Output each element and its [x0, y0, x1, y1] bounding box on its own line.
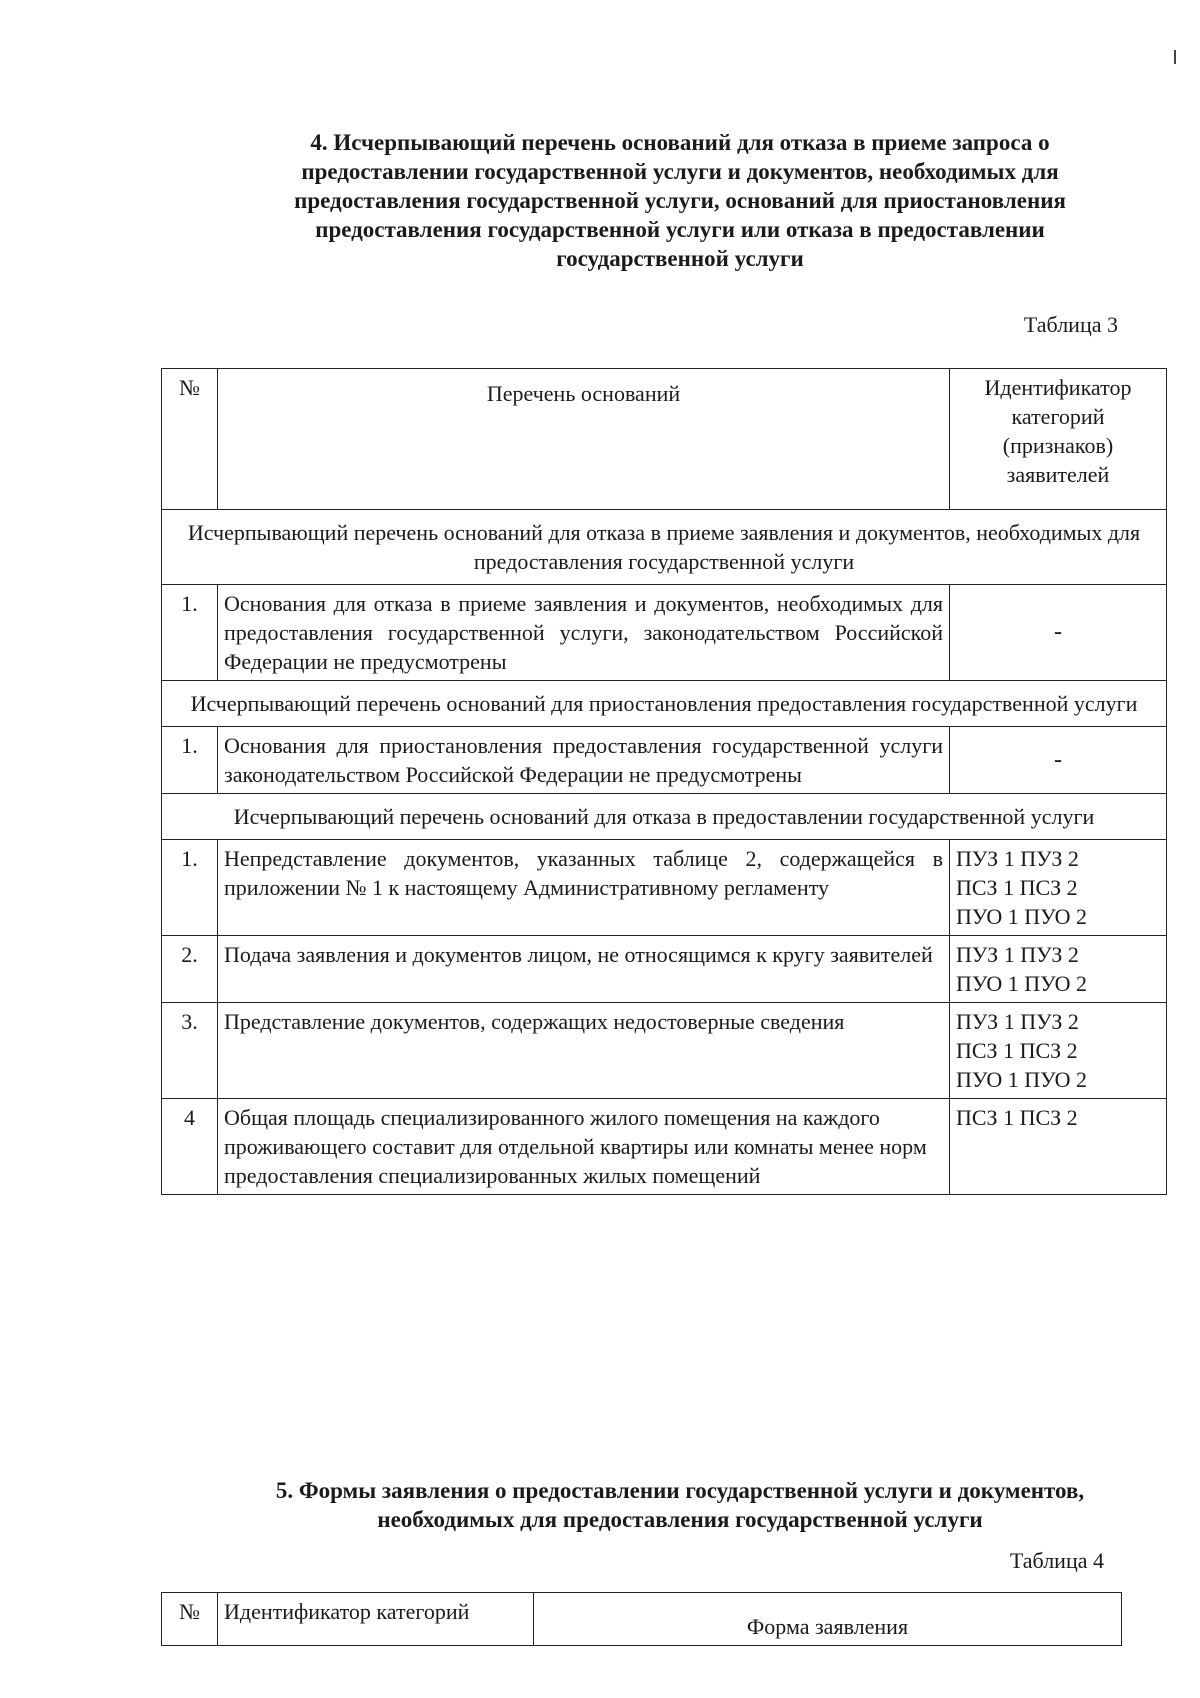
- row-text: Подача заявления и документов лицом, не относящимся к кругу заявителей: [218, 936, 950, 1003]
- header-reasons: Перечень оснований: [218, 369, 950, 510]
- header-form: Форма заявления: [534, 1593, 1122, 1646]
- table-3-label: Таблица 3: [1023, 312, 1118, 337]
- ident-line: ПУО 1 ПУО 2: [956, 1067, 1088, 1092]
- row-text: Основания для приостановления предоставления государственной услуги законодательством Российской Федерации не предусмотрены: [218, 727, 950, 794]
- header-ident: Идентификатор категорий (признаков) заявителей: [950, 369, 1167, 510]
- ident-line: ПУЗ 1 ПУЗ 2: [956, 846, 1079, 871]
- ident-line: ПУЗ 1 ПУЗ 2: [956, 1009, 1079, 1034]
- row-text: Основания для отказа в приеме заявления и документов, необходимых для предоставления государственной услуги, законодательством Российской Федерации не предусмотрены: [218, 585, 950, 681]
- group-row: [162, 794, 1167, 840]
- row-num: 1.: [162, 727, 218, 794]
- table-4-label: Таблица 4: [1009, 1548, 1104, 1573]
- ident-line: ПСЗ 1 ПСЗ 2: [956, 1105, 1078, 1130]
- header-ident: Идентификатор категорий: [218, 1593, 534, 1646]
- row-text: Представление документов, содержащих недостоверные сведения: [218, 1003, 950, 1099]
- ident-line: ПСЗ 1 ПСЗ 2: [956, 1038, 1078, 1063]
- ident-line: ПУО 1 ПУО 2: [956, 904, 1088, 929]
- table-header-row: [162, 369, 1167, 510]
- section-5-title: 5. Формы заявления о предоставлении государственной услуги и документов, необходимых для предоставления государственной услуги: [275, 1478, 1085, 1532]
- row-num: 2.: [162, 936, 218, 1003]
- group-title: Исчерпывающий перечень оснований для приостановления предоставления государственной услуги: [162, 681, 1167, 727]
- table-row: [162, 1099, 1167, 1195]
- group-row: [162, 681, 1167, 727]
- table-row: [162, 585, 1167, 681]
- row-num: 1.: [162, 585, 218, 681]
- row-ids: [950, 840, 1167, 936]
- ident-line: ПСЗ 1 ПСЗ 2: [956, 875, 1078, 900]
- table-3: [161, 368, 1167, 1195]
- table-4: [161, 1592, 1122, 1646]
- ident-line: ПУО 1 ПУО 2: [956, 971, 1088, 996]
- ident-line: ПУЗ 1 ПУЗ 2: [956, 942, 1079, 967]
- table-row: [162, 840, 1167, 936]
- row-ids: [950, 936, 1167, 1003]
- group-title: Исчерпывающий перечень оснований для отказа в предоставлении государственной услуги: [162, 794, 1167, 840]
- row-text: Общая площадь специализированного жилого помещения на каждого проживающего составит для отдельной квартиры или комнаты менее норм предоставления специализированных жилых помещений: [218, 1099, 950, 1195]
- table-header-row: [162, 1593, 1122, 1646]
- row-text: Непредставление документов, указанных таблице 2, содержащейся в приложении № 1 к настоящему Административному регламенту: [218, 840, 950, 936]
- section-4-title: 4. Исчерпывающий перечень оснований для отказа в приеме запроса о предоставлении государственной услуги и документов, необходимых для предоставления государственной услуги, оснований для приостановления предоставления государственной услуги или отказа в предоставлении государственной услуги: [294, 130, 1066, 271]
- table-row: [162, 1003, 1167, 1099]
- header-num: №: [162, 369, 218, 510]
- scan-mark: [1174, 50, 1176, 64]
- group-title: Исчерпывающий перечень оснований для отказа в приеме заявления и документов, необходимых для предоставления государственной услуги: [162, 510, 1167, 585]
- group-row: [162, 510, 1167, 585]
- row-ids: [950, 1003, 1167, 1099]
- table-row: [162, 936, 1167, 1003]
- row-num: 3.: [162, 1003, 218, 1099]
- row-ids: -: [950, 727, 1167, 794]
- row-ids: [950, 1099, 1167, 1195]
- table-row: [162, 727, 1167, 794]
- row-num: 4: [162, 1099, 218, 1195]
- header-num: №: [162, 1593, 218, 1646]
- row-ids: -: [950, 585, 1167, 681]
- row-num: 1.: [162, 840, 218, 936]
